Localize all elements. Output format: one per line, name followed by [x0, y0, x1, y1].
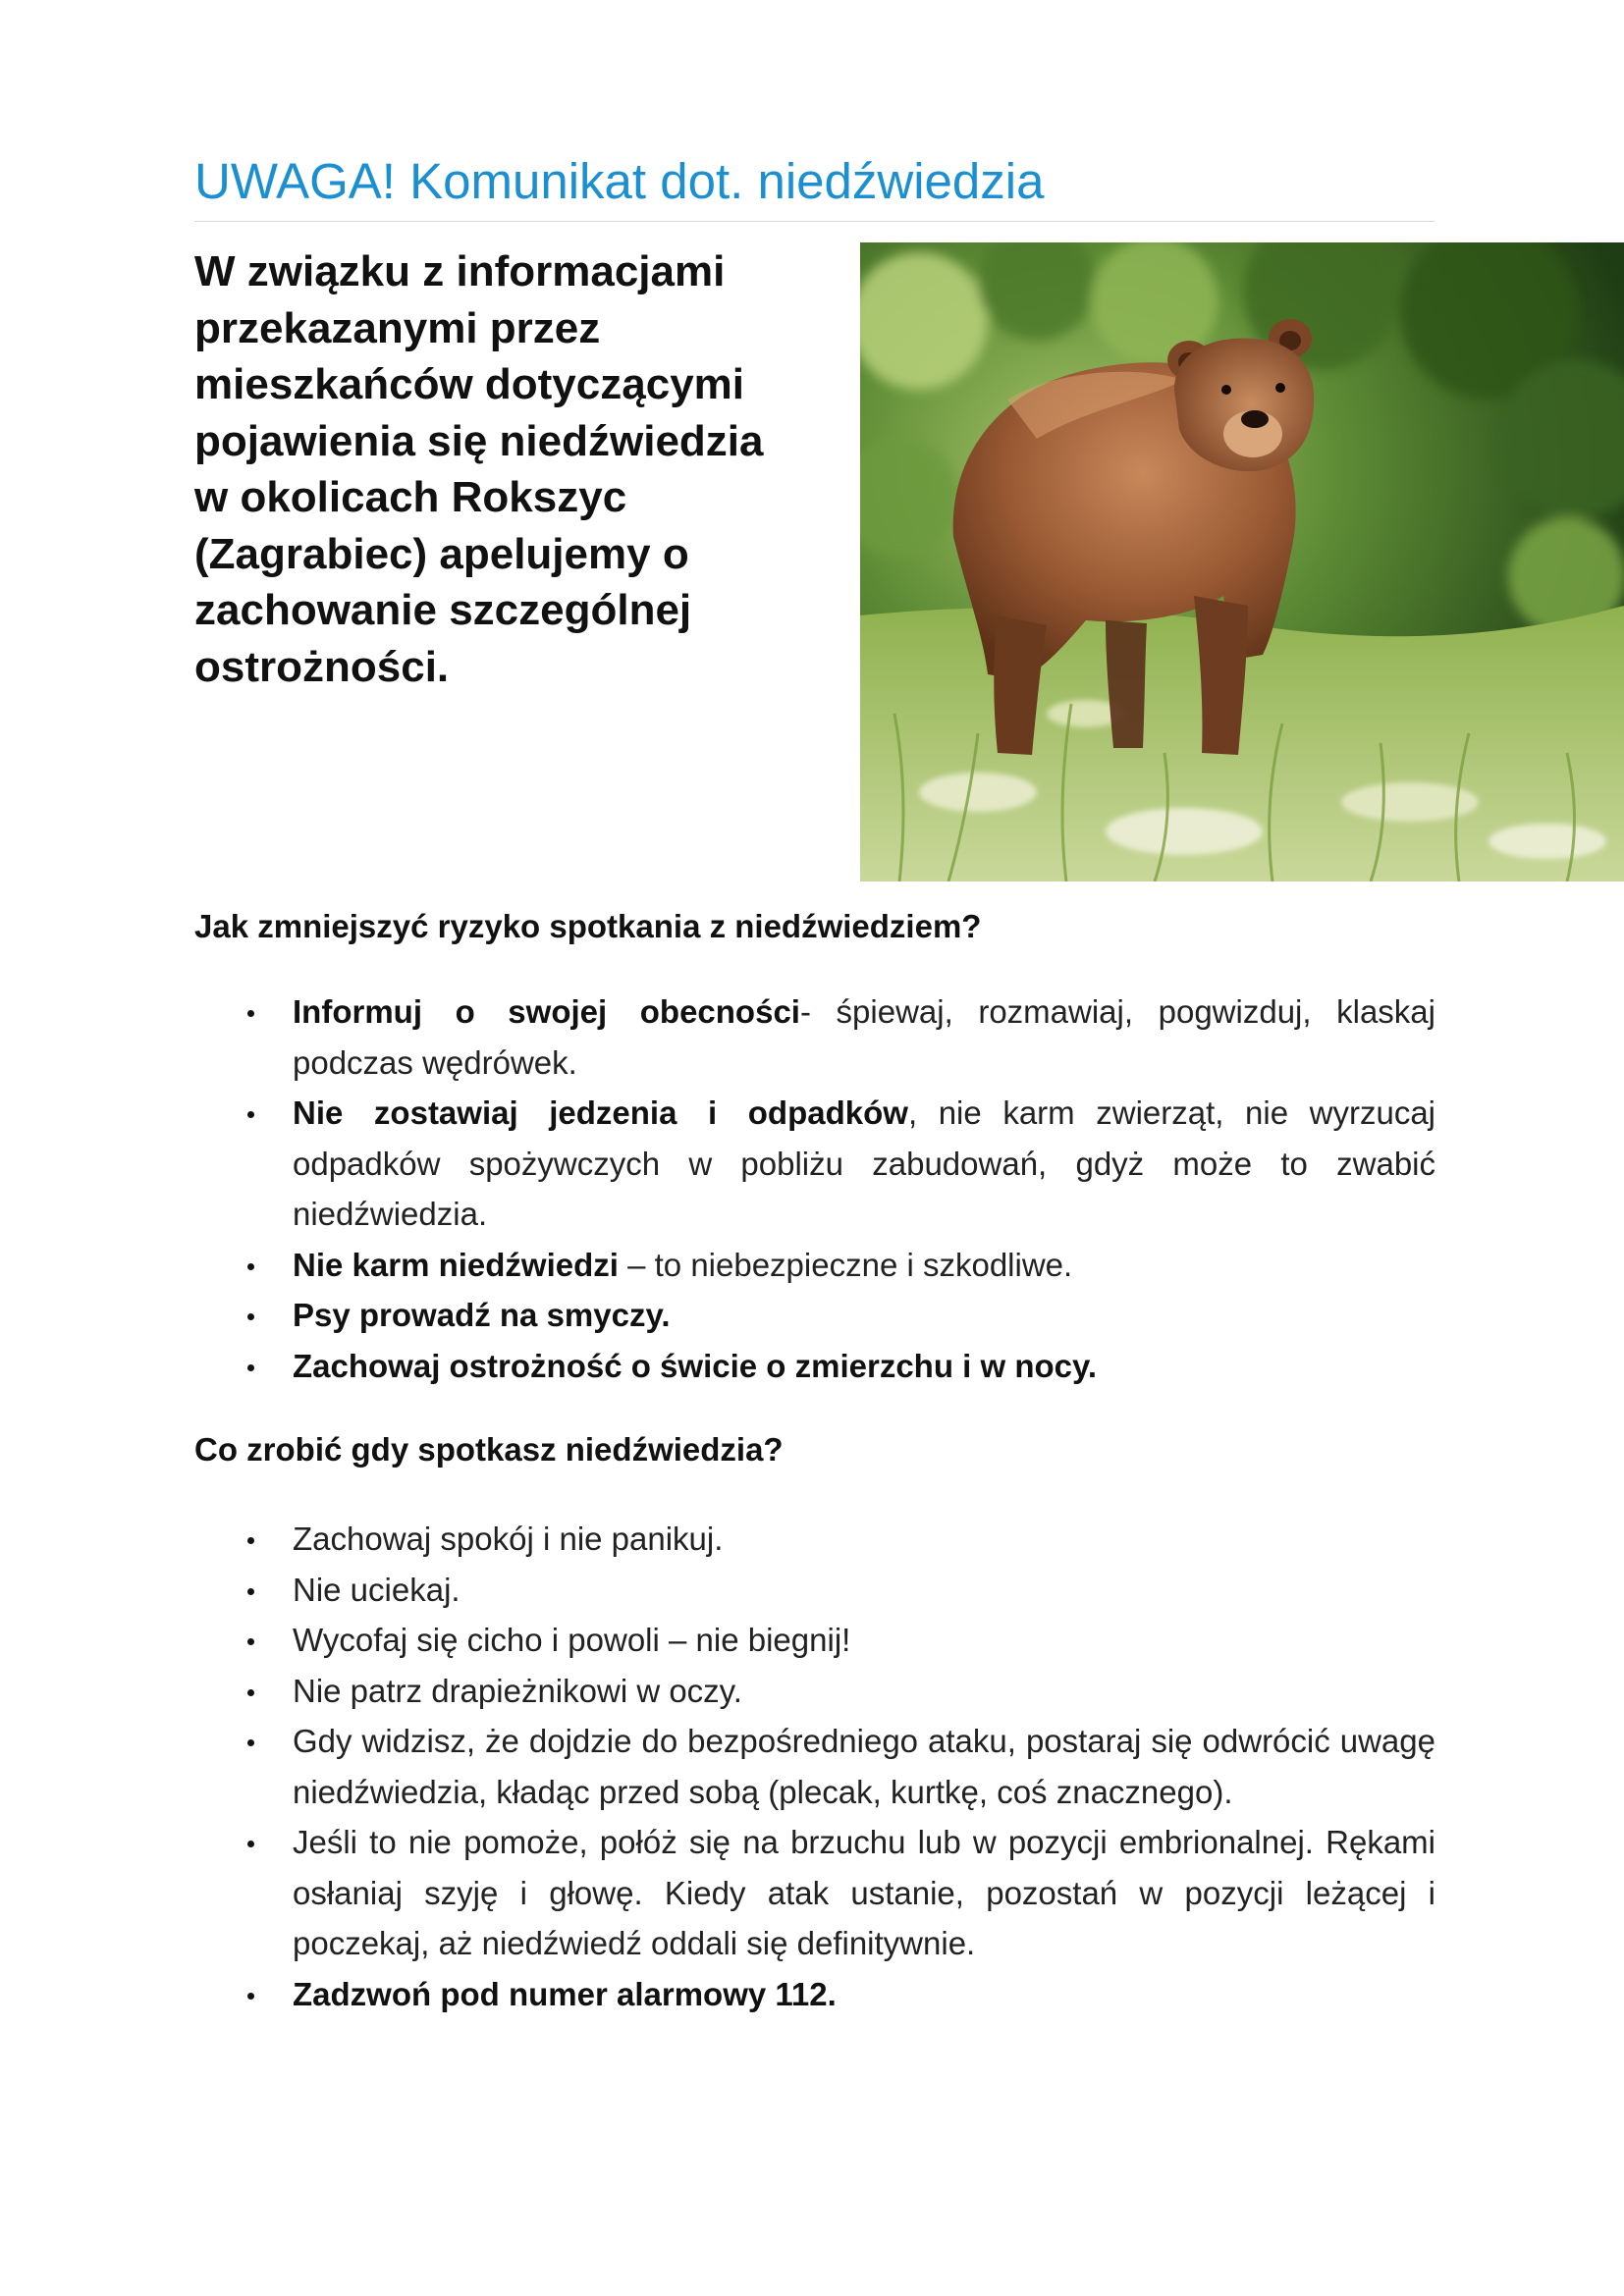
- bullet-icon: [247, 1638, 254, 1645]
- list-item: Psy prowadź na smyczy.: [194, 1290, 1435, 1341]
- brown-bear-photo: [860, 242, 1624, 881]
- bullet-icon: [247, 1739, 254, 1746]
- bear-illustration: [860, 242, 1624, 881]
- title-divider: [194, 221, 1435, 222]
- reduce-risk-list: [194, 987, 1435, 1391]
- list-item: Nie patrz drapieżnikowi w oczy.: [194, 1666, 1435, 1717]
- list-item: Zadzwoń pod numer alarmowy 112.: [194, 1969, 1435, 2020]
- list-item: Nie uciekaj.: [194, 1565, 1435, 1616]
- list-item: Zachowaj spokój i nie panikuj.: [194, 1514, 1435, 1565]
- bullet-icon: [247, 1537, 254, 1544]
- bullet-icon: [247, 1313, 254, 1320]
- list-item: Gdy widzisz, że dojdzie do bezpośredniego ataku, postaraj się odwrócić uwagę niedźwiedzia, kładąc przed sobą (plecak, kurtkę, coś znacznego).: [194, 1716, 1435, 1817]
- list-item: Informuj o swojej obecności- śpiewaj, rozmawiaj, pogwizduj, klaskaj podczas wędrówek.: [194, 987, 1435, 1088]
- list-item: Zachowaj ostrożność o świcie o zmierzchu i w nocy.: [194, 1341, 1435, 1392]
- bullet-icon: [247, 1111, 254, 1118]
- section-heading-encounter: Co zrobić gdy spotkasz niedźwiedzia?: [194, 1431, 784, 1468]
- list-item: Nie karm niedźwiedzi – to niebezpieczne i szkodliwe.: [194, 1240, 1435, 1291]
- bullet-icon: [247, 1993, 254, 2000]
- bullet-icon: [247, 1689, 254, 1696]
- list-item: Nie zostawiaj jedzenia i odpadków, nie karm zwierząt, nie wyrzucaj odpadków spożywczych w pobliżu zabudowań, gdyż może to zwabić niedźwiedzia.: [194, 1088, 1435, 1240]
- bullet-icon: [247, 1010, 254, 1017]
- list-item: Jeśli to nie pomoże, połóż się na brzuchu lub w pozycji embrionalnej. Rękami osłaniaj szyję i głowę. Kiedy atak ustanie, pozostań w pozycji leżącej i poczekaj, aż niedźwiedź oddali się definitywnie.: [194, 1817, 1435, 1969]
- bullet-icon: [247, 1263, 254, 1270]
- list-item: Wycofaj się cicho i powoli – nie biegnij!: [194, 1615, 1435, 1666]
- lead-paragraph: W związku z informacjami przekazanymi przez mieszkańców dotyczącymi pojawienia się niedźwiedzia w okolicach Rokszyc (Zagrabiec) apelujemy o zachowanie szczególnej ostrożności.: [194, 247, 764, 691]
- section-heading-reduce-risk: Jak zmniejszyć ryzyko spotkania z niedźwiedziem?: [194, 908, 982, 944]
- page-title: UWAGA! Komunikat dot. niedźwiedzia: [194, 153, 1045, 209]
- bullet-icon: [247, 1588, 254, 1595]
- encounter-list: [194, 1514, 1435, 2019]
- bullet-icon: [247, 1364, 254, 1371]
- bullet-icon: [247, 1841, 254, 1847]
